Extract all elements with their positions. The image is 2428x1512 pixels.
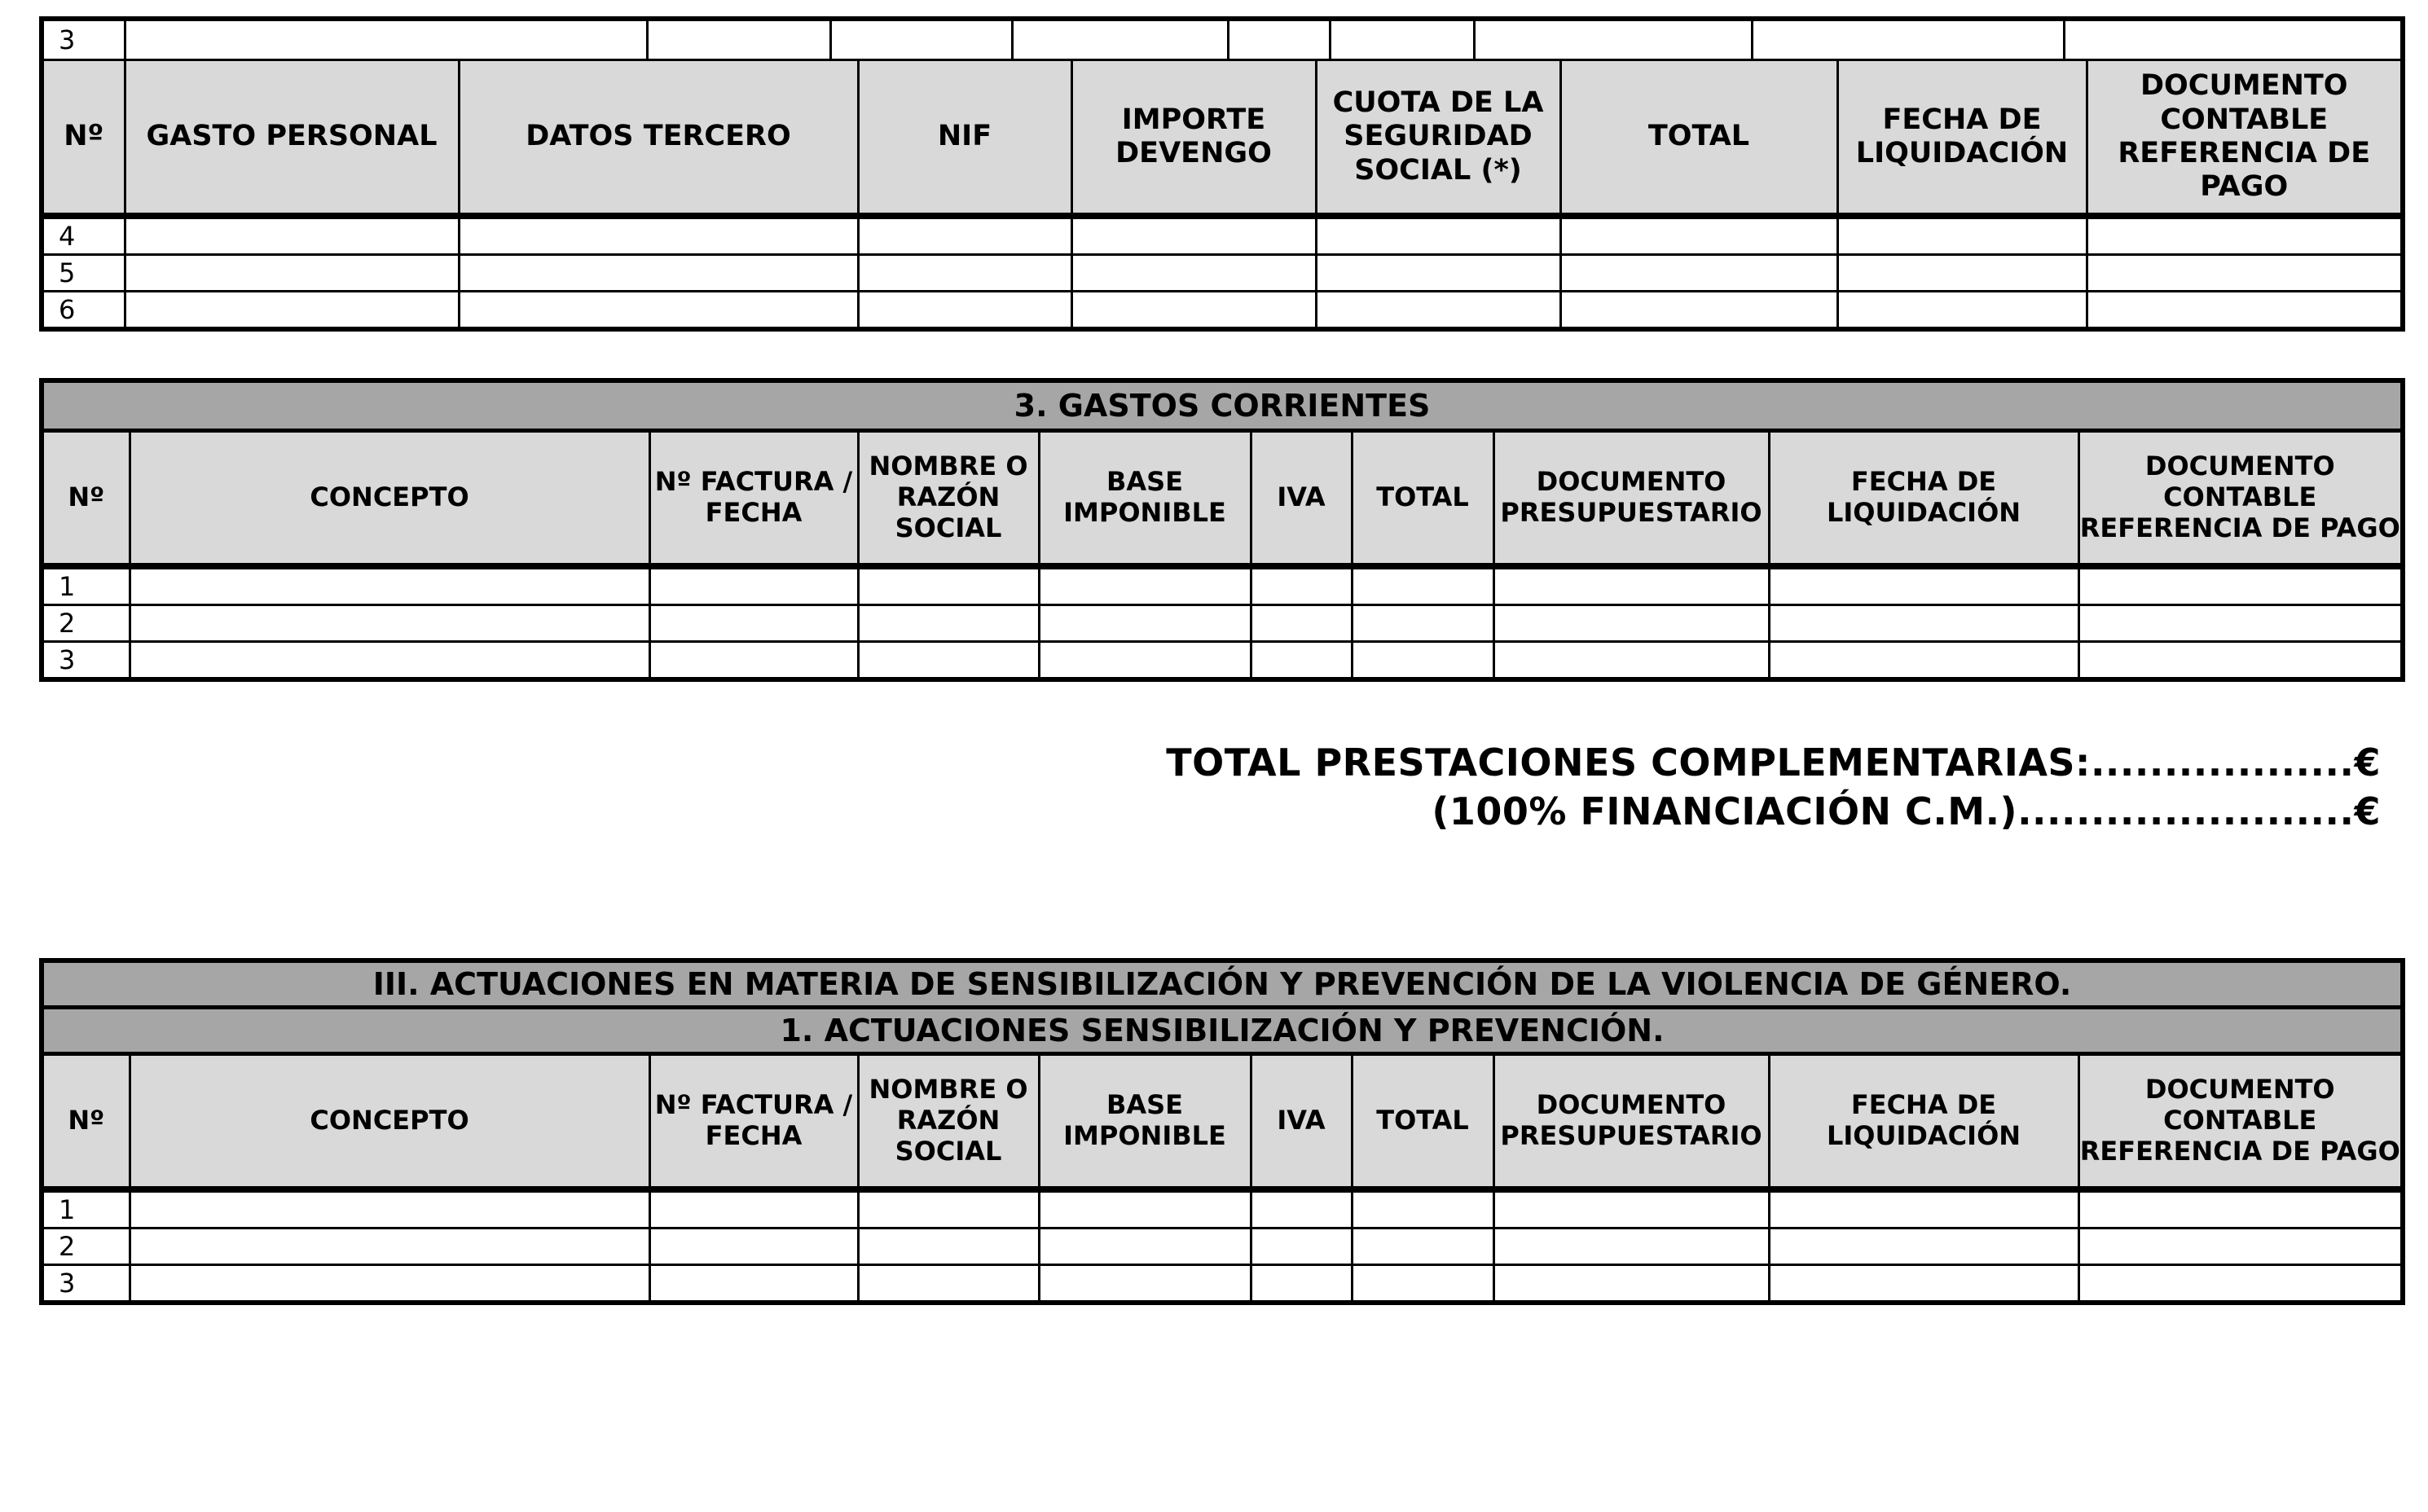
table-cell[interactable]	[459, 216, 858, 255]
col-header-total: TOTAL	[1352, 431, 1493, 567]
table-cell[interactable]	[1769, 566, 2078, 605]
table-header-row	[42, 431, 2403, 567]
table-cell[interactable]	[130, 642, 649, 680]
table-cell[interactable]	[1837, 292, 2087, 330]
col-header-concepto: CONCEPTO	[130, 431, 649, 567]
section-title: III. ACTUACIONES EN MATERIA DE SENSIBILIZACIÓN Y PREVENCIÓN DE LA VIOLENCIA DE GÉNERO.	[42, 960, 2403, 1008]
table-cell[interactable]	[858, 1228, 1039, 1265]
table-cell[interactable]	[1071, 216, 1316, 255]
col-header-documento-presupuestario: DOCUMENTO PRESUPUESTARIO	[1493, 431, 1769, 567]
col-header-num: Nº	[42, 60, 125, 217]
total-prestaciones-line: TOTAL PRESTACIONES COMPLEMENTARIAS:..................€	[1166, 741, 2381, 785]
table-cell[interactable]	[1251, 605, 1352, 642]
table-cell[interactable]	[130, 1189, 649, 1228]
table-cell[interactable]	[1352, 642, 1493, 680]
table-cell[interactable]	[858, 255, 1071, 292]
previous-row-cells	[126, 21, 2401, 59]
personal-expenses-table	[39, 16, 2405, 332]
table-cell[interactable]	[1837, 216, 2087, 255]
table-cell[interactable]	[1039, 1189, 1251, 1228]
row-number: 3	[42, 642, 130, 680]
table-cell[interactable]	[2078, 605, 2403, 642]
table-row	[42, 605, 2403, 642]
table-cell[interactable]	[1251, 642, 1352, 680]
section-title-row	[42, 380, 2403, 431]
col-header-iva: IVA	[1251, 431, 1352, 567]
table-cell[interactable]	[1493, 1189, 1769, 1228]
table-row	[42, 1228, 2403, 1265]
col-header-documento-contable: DOCUMENTO CONTABLE REFERENCIA DE PAGO	[2087, 60, 2403, 217]
table-cell[interactable]	[125, 255, 459, 292]
table-cell[interactable]	[832, 21, 1014, 59]
col-header-fecha-liquidacion: FECHA DE LIQUIDACIÓN	[1769, 1054, 2078, 1190]
gastos-corrientes-table	[39, 378, 2405, 682]
table-cell[interactable]	[459, 255, 858, 292]
table-cell[interactable]	[2087, 255, 2403, 292]
table-cell[interactable]	[1071, 255, 1316, 292]
table-cell[interactable]	[1493, 642, 1769, 680]
col-header-nif: NIF	[858, 60, 1071, 217]
table-cell[interactable]	[1352, 1265, 1493, 1303]
table-cell[interactable]	[1251, 1228, 1352, 1265]
table-cell[interactable]	[130, 1265, 649, 1303]
table-row	[42, 566, 2403, 605]
table-cell[interactable]	[1769, 1228, 2078, 1265]
table-cell[interactable]	[1769, 1265, 2078, 1303]
table-row	[42, 642, 2403, 680]
table-row	[42, 1265, 2403, 1303]
table-cell[interactable]	[1352, 1228, 1493, 1265]
table-cell[interactable]	[1352, 605, 1493, 642]
row-number: 2	[42, 605, 130, 642]
table-cell[interactable]	[649, 566, 858, 605]
table-cell[interactable]	[1251, 566, 1352, 605]
table-row	[42, 292, 2403, 330]
table-cell[interactable]	[858, 292, 1071, 330]
row-number: 4	[42, 216, 125, 255]
table-cell[interactable]	[1493, 605, 1769, 642]
row-number: 1	[42, 566, 130, 605]
table-cell[interactable]	[130, 566, 649, 605]
table-cell[interactable]	[130, 605, 649, 642]
table-cell[interactable]	[130, 1228, 649, 1265]
table-cell[interactable]	[1493, 1265, 1769, 1303]
table-cell[interactable]	[1039, 605, 1251, 642]
table-cell[interactable]	[1837, 255, 2087, 292]
col-header-documento-contable: DOCUMENTO CONTABLE REFERENCIA DE PAGO	[2078, 1054, 2403, 1190]
table-cell[interactable]	[1476, 21, 1753, 59]
table-cell[interactable]	[1493, 1228, 1769, 1265]
table-cell[interactable]	[1753, 21, 2065, 59]
col-header-importe-devengo: IMPORTE DEVENGO	[1071, 60, 1316, 217]
row-number: 2	[42, 1228, 130, 1265]
table-cell[interactable]	[649, 1265, 858, 1303]
table-cell[interactable]	[2065, 21, 2401, 59]
table-cell[interactable]	[2078, 1228, 2403, 1265]
col-header-documento-contable: DOCUMENTO CONTABLE REFERENCIA DE PAGO	[2078, 431, 2403, 567]
table-cell[interactable]	[459, 292, 858, 330]
table-cell[interactable]	[1769, 605, 2078, 642]
col-header-total: TOTAL	[1352, 1054, 1493, 1190]
table-cell[interactable]	[1316, 292, 1560, 330]
col-header-factura-fecha: Nº FACTURA / FECHA	[649, 1054, 858, 1190]
financiacion-line: (100% FINANCIACIÓN C.M.).......................€	[1432, 789, 2381, 833]
table-cell[interactable]	[1039, 566, 1251, 605]
row-number: 5	[42, 255, 125, 292]
table-cell[interactable]	[649, 21, 832, 59]
row-number: 3	[42, 19, 125, 60]
table-cell[interactable]	[858, 1265, 1039, 1303]
col-header-fecha-liquidacion: FECHA DE LIQUIDACIÓN	[1769, 431, 2078, 567]
table-cell[interactable]	[1331, 21, 1476, 59]
col-header-iva: IVA	[1251, 1054, 1352, 1190]
table-cell[interactable]	[1493, 566, 1769, 605]
section-subtitle: 1. ACTUACIONES SENSIBILIZACIÓN Y PREVENCIÓN.	[42, 1008, 2403, 1054]
table-cell[interactable]	[1769, 1189, 2078, 1228]
table-cell[interactable]	[2087, 292, 2403, 330]
table-cell[interactable]	[2078, 1189, 2403, 1228]
col-header-base-imponible: BASE IMPONIBLE	[1039, 431, 1251, 567]
col-header-num: Nº	[42, 431, 130, 567]
section-title-row	[42, 960, 2403, 1008]
table-cell[interactable]	[125, 292, 459, 330]
table-cell[interactable]	[1039, 1228, 1251, 1265]
table-cell[interactable]	[858, 642, 1039, 680]
table-cell[interactable]	[126, 21, 649, 59]
table-cell[interactable]	[858, 605, 1039, 642]
actuaciones-table	[39, 958, 2405, 1305]
table-cell[interactable]	[649, 1228, 858, 1265]
table-cell[interactable]	[858, 1189, 1039, 1228]
table-cell[interactable]	[2078, 566, 2403, 605]
col-header-concepto: CONCEPTO	[130, 1054, 649, 1190]
table-cell[interactable]	[1352, 566, 1493, 605]
col-header-nombre-razon-social: NOMBRE O RAZÓN SOCIAL	[858, 1054, 1039, 1190]
section-title: 3. GASTOS CORRIENTES	[42, 380, 2403, 431]
table-row	[42, 255, 2403, 292]
table-cell[interactable]	[1229, 21, 1331, 59]
table-cell[interactable]	[649, 642, 858, 680]
col-header-fecha-liquidacion: FECHA DE LIQUIDACIÓN	[1837, 60, 2087, 217]
col-header-nombre-razon-social: NOMBRE O RAZÓN SOCIAL	[858, 431, 1039, 567]
table-cell[interactable]	[1560, 255, 1837, 292]
table-cell[interactable]	[1769, 642, 2078, 680]
previous-table-row	[42, 19, 2403, 60]
table-cell[interactable]	[1352, 1189, 1493, 1228]
table-cell[interactable]	[2078, 642, 2403, 680]
table-cell[interactable]	[858, 216, 1071, 255]
table-cell[interactable]	[2087, 216, 2403, 255]
row-number: 1	[42, 1189, 130, 1228]
col-header-gasto-personal: GASTO PERSONAL	[125, 60, 459, 217]
table-cell[interactable]	[1316, 255, 1560, 292]
section-subtitle-row	[42, 1008, 2403, 1054]
col-header-datos-tercero: DATOS TERCERO	[459, 60, 858, 217]
table-cell[interactable]	[858, 566, 1039, 605]
table-cell[interactable]	[1560, 292, 1837, 330]
row-number: 3	[42, 1265, 130, 1303]
col-header-total: TOTAL	[1560, 60, 1837, 217]
table-cell[interactable]	[649, 1189, 858, 1228]
table-cell[interactable]	[1039, 642, 1251, 680]
table-header-row	[42, 1054, 2403, 1190]
col-header-num: Nº	[42, 1054, 130, 1190]
col-header-cuota-seguridad-social: CUOTA DE LA SEGURIDAD SOCIAL (*)	[1316, 60, 1560, 217]
table-cell[interactable]	[1251, 1265, 1352, 1303]
col-header-documento-presupuestario: DOCUMENTO PRESUPUESTARIO	[1493, 1054, 1769, 1190]
table-header-row	[42, 60, 2403, 217]
table-cell[interactable]	[1014, 21, 1229, 59]
row-number: 6	[42, 292, 125, 330]
totals-block	[1166, 738, 2381, 836]
col-header-factura-fecha: Nº FACTURA / FECHA	[649, 431, 858, 567]
col-header-base-imponible: BASE IMPONIBLE	[1039, 1054, 1251, 1190]
table-cell[interactable]	[2078, 1265, 2403, 1303]
table-cell[interactable]	[1560, 216, 1837, 255]
table-cell[interactable]	[1316, 216, 1560, 255]
table-cell[interactable]	[1071, 292, 1316, 330]
table-row	[42, 216, 2403, 255]
table-cell[interactable]	[649, 605, 858, 642]
table-row	[42, 1189, 2403, 1228]
table-cell[interactable]	[125, 216, 459, 255]
table-cell[interactable]	[1251, 1189, 1352, 1228]
table-cell[interactable]	[1039, 1265, 1251, 1303]
